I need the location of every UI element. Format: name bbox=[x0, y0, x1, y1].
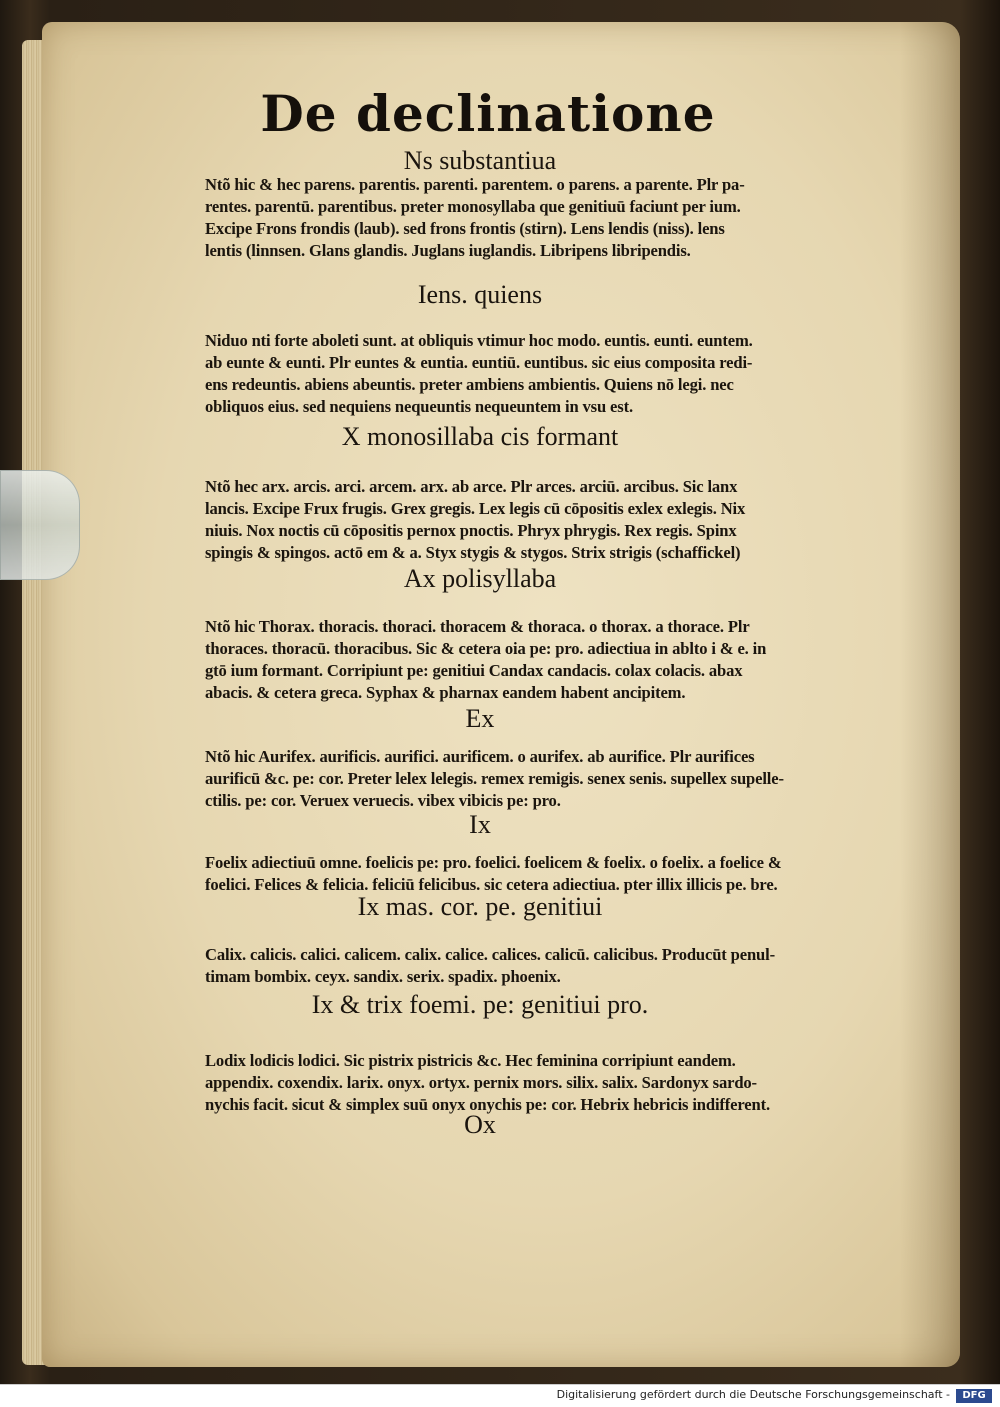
catchword: Ox bbox=[464, 1110, 496, 1139]
section-text bbox=[205, 616, 930, 704]
section-text bbox=[205, 1050, 930, 1116]
text-line: thoraces. thoracū. thoracibus. Sic & cetera oia pe: pro. adiectiua in ablto i & e. in bbox=[205, 639, 767, 658]
text-line: ens redeuntis. abiens abeuntis. preter ambiens ambientis. Quiens nō legi. nec bbox=[205, 375, 734, 394]
section-heading: Ix & trix foemi. pe: genitiui pro. bbox=[311, 990, 649, 1019]
text-line: Lodix lodicis lodici. Sic pistrix pistricis &c. Hec feminina corripiunt eandem. bbox=[205, 1051, 736, 1070]
text-line: rentes. parentū. parentibus. preter monosyllaba que genitiuū faciunt per ium. bbox=[205, 197, 741, 216]
page-title: De declinatione bbox=[260, 84, 716, 143]
text-line: spingis & spingos. actō em & a. Styx stygis & stygos. Strix strigis (schaffickel) bbox=[205, 543, 741, 562]
section-heading: Ns substantiua bbox=[403, 146, 557, 175]
footer-credit: Digitalisierung gefördert durch die Deutsche Forschungsgemeinschaft - bbox=[556, 1388, 950, 1401]
text-line: lentis (linnsen. Glans glandis. Juglans iuglandis. Libripens libripendis. bbox=[205, 241, 691, 260]
section-heading: Ex bbox=[465, 704, 495, 733]
text-line: aurificū &c. pe: cor. Preter lelex lelegis. remex remigis. senex senis. supellex supelle- bbox=[205, 769, 784, 788]
text-line: niuis. Nox noctis cū cōpositis pernox pnoctis. Phryx phrygis. Rex regis. Spinx bbox=[205, 521, 737, 540]
text-line: obliquos eius. sed nequiens nequeuntis nequeuntem in vsu est. bbox=[205, 397, 633, 416]
text-line: Niduo nti forte aboleti sunt. at obliquis vtimur hoc modo. euntis. eunti. euntem. bbox=[205, 331, 753, 350]
text-line: Calix. calicis. calici. calicem. calix. calice. calices. calicū. calicibus. Producūt penul- bbox=[205, 945, 775, 964]
text-line: Foelix adiectiuū omne. foelicis pe: pro. foelici. foelicem & foelix. o foelix. a foelice & bbox=[205, 853, 782, 872]
section-text bbox=[205, 852, 930, 896]
text-line: nychis facit. sicut & simplex suū onyx onychis pe: cor. Hebrix hebricis indifferent. bbox=[205, 1095, 770, 1114]
text-line: abacis. & cetera greca. Syphax & pharnax eandem habent ancipitem. bbox=[205, 683, 686, 702]
section-heading: Ax polisyllaba bbox=[403, 564, 557, 593]
dfg-logo bbox=[956, 1389, 992, 1403]
section-text bbox=[205, 746, 930, 812]
text-line: gtō ium formant. Corripiunt pe: genitiui Candax candacis. colax colacis. abax bbox=[205, 661, 743, 680]
section-heading: Ix mas. cor. pe. genitiui bbox=[357, 892, 603, 921]
text-line: ctilis. pe: cor. Veruex veruecis. vibex vibicis pe: pro. bbox=[205, 791, 561, 810]
text-line: Ntõ hic Thorax. thoracis. thoraci. thoracem & thoraca. o thorax. a thorace. Plr bbox=[205, 617, 750, 636]
section-heading: X monosillaba cis formant bbox=[341, 422, 619, 451]
text-line: lancis. Excipe Frux frugis. Grex gregis. Lex legis cū cōpositis exlex exlegis. Nix bbox=[205, 499, 746, 518]
text-line: Ntõ hic Aurifex. aurificis. aurifici. aurificem. o aurifex. ab aurifice. Plr aurifices bbox=[205, 747, 755, 766]
text-line: ab eunte & eunti. Plr euntes & euntia. euntiū. euntibus. sic eius composita redi- bbox=[205, 353, 753, 372]
section-text bbox=[205, 944, 930, 988]
dfg-logo-text: DFG bbox=[962, 1390, 986, 1401]
section-text bbox=[205, 476, 930, 564]
text-line: timam bombix. ceyx. sandix. serix. spadix. phoenix. bbox=[205, 967, 561, 986]
section-text bbox=[205, 330, 930, 418]
section-text bbox=[205, 174, 930, 262]
footer-bar bbox=[0, 1384, 1000, 1407]
text-line: Ntõ hec arx. arcis. arci. arcem. arx. ab arce. Plr arces. arciū. arcibus. Sic lanx bbox=[205, 477, 738, 496]
text-line: Ntõ hic & hec parens. parentis. parenti. parentem. o parens. a parente. Plr pa- bbox=[205, 175, 745, 194]
text-line: Excipe Frons frondis (laub). sed frons frontis (stirn). Lens lendis (niss). lens bbox=[205, 219, 725, 238]
text-line: appendix. coxendix. larix. onyx. ortyx. pernix mors. silix. salix. Sardonyx sardo- bbox=[205, 1073, 757, 1092]
section-heading: Iens. quiens bbox=[417, 280, 543, 309]
text-line: foelici. Felices & felicia. feliciū felicibus. sic cetera adiectiua. pter illix illicis pe. bre. bbox=[205, 875, 778, 894]
page-clip bbox=[0, 470, 80, 580]
section-heading: Ix bbox=[469, 810, 491, 839]
